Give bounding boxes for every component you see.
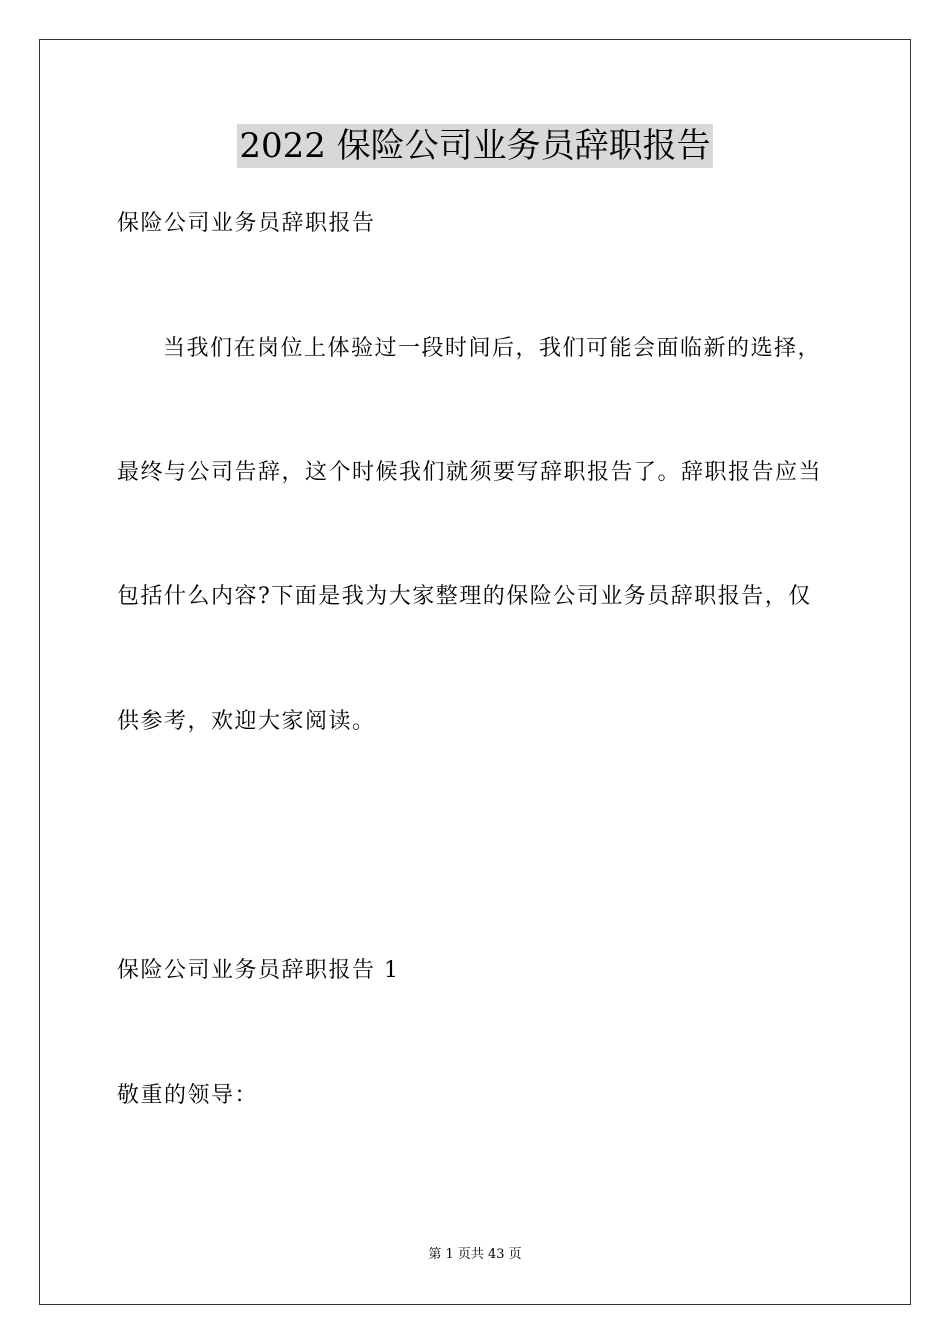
document-subtitle: 保险公司业务员辞职报告 bbox=[117, 211, 376, 236]
salutation: 敬重的领导： bbox=[117, 1083, 259, 1108]
paragraph-line: 最终与公司告辞，这个时候我们就须要写辞职报告了。辞职报告应当 bbox=[117, 460, 823, 485]
document-title: 2022 保险公司业务员辞职报告 bbox=[239, 126, 711, 166]
page-number: 第 1 页 bbox=[428, 1247, 471, 1262]
page-footer bbox=[0, 1246, 950, 1264]
title-container bbox=[0, 124, 950, 168]
page-total: 共 43 页 bbox=[470, 1247, 522, 1262]
paragraph-line: 供参考，欢迎大家阅读。 bbox=[117, 709, 376, 734]
paragraph-line: 包括什么内容?下面是我为大家整理的保险公司业务员辞职报告，仅 bbox=[117, 584, 812, 609]
section-heading: 保险公司业务员辞职报告 1 bbox=[117, 958, 400, 983]
paragraph-line: 当我们在岗位上体验过一段时间后，我们可能会面临新的选择， bbox=[163, 336, 822, 361]
